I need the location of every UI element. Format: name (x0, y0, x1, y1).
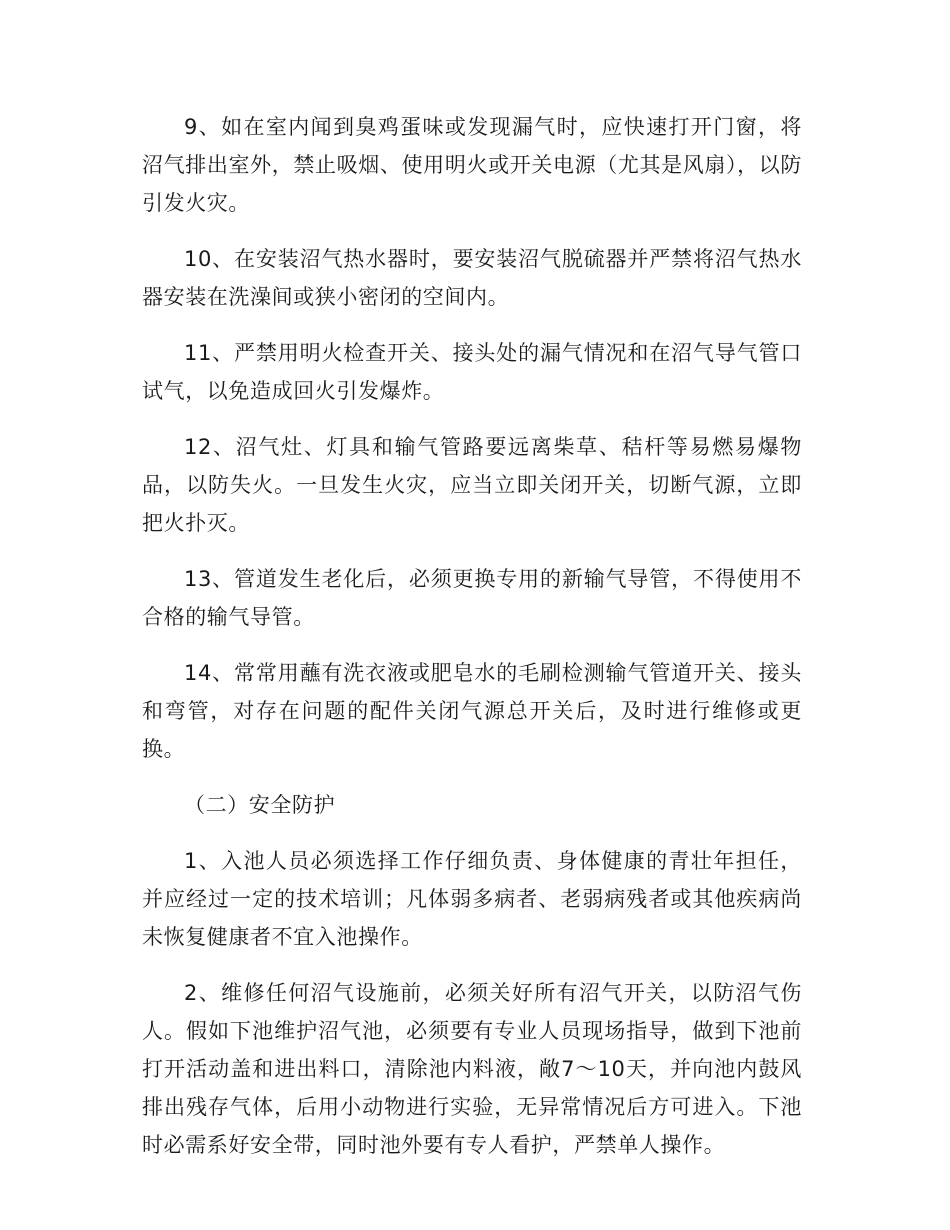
safety-paragraph-1: 1、入池人员必须选择工作仔细负责、身体健康的青壮年担任，并应经过一定的技术培训；凡体弱多病者、老弱病残者或其他疾病尚未恢复健康者不宜入池操作。 (142, 849, 802, 949)
paragraph-item-13: 13、管道发生老化后，必须更换专用的新输气导管，不得使用不合格的输气导管。 (142, 567, 802, 629)
paragraph-item-9: 9、如在室内闻到臭鸡蛋味或发现漏气时，应快速打开门窗，将沼气排出室外，禁止吸烟、使用明火或开关电源（尤其是风扇），以防引发火灾。 (142, 115, 802, 215)
paragraph-item-14: 14、常常用蘸有洗衣液或肥皂水的毛刷检测输气管道开关、接头和弯管，对存在问题的配件关闭气源总开关后，及时进行维修或更换。 (142, 661, 802, 761)
document-body (142, 108, 802, 1164)
paragraph-item-10: 10、在安装沼气热水器时，要安装沼气脱硫器并严禁将沼气热水器安装在洗澡间或狭小密闭的空间内。 (142, 247, 802, 309)
paragraph-item-11: 11、严禁用明火检查开关、接头处的漏气情况和在沼气导气管口试气，以免造成回火引发爆炸。 (142, 341, 802, 403)
section-heading: （二）安全防护 (184, 793, 336, 817)
safety-paragraph-2: 2、维修任何沼气设施前，必须关好所有沼气开关，以防沼气伤人。假如下池维护沼气池，必须要有专业人员现场指导，做到下池前打开活动盖和进出料口，清除池内料液，敞7～10天，并向池内鼓风排出残存气体，后用小动物进行实验，无异常情况后方可进入。下池时必需系好安全带，同时池外要有专人看护，严禁单人操作。 (142, 981, 802, 1157)
paragraph-item-12: 12、沼气灶、灯具和输气管路要远离柴草、秸杆等易燃易爆物品，以防失火。一旦发生火灾，应当立即关闭开关，切断气源，立即把火扑灭。 (142, 435, 802, 535)
